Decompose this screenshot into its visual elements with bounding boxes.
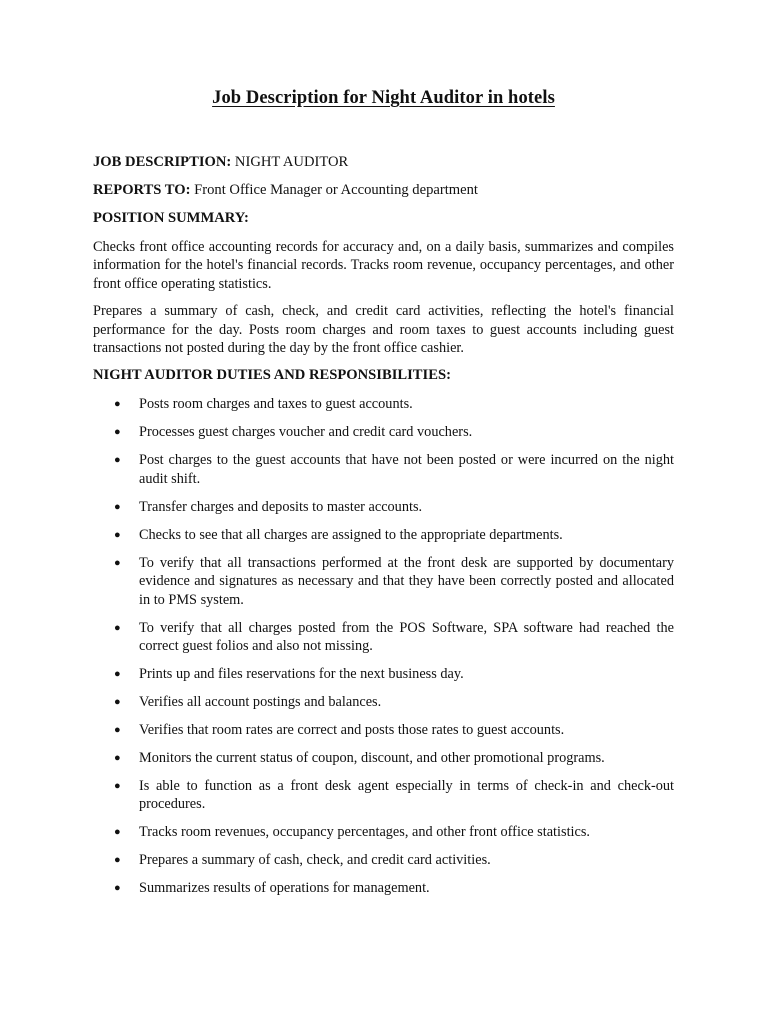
duty-text: To verify that all transactions performed at the front desk are supported by documentary evidence and signatures as necessary and that they have been correctly posted and allocated in to PMS system. — [139, 554, 674, 608]
duty-item — [93, 721, 674, 739]
bullet-icon: ● — [114, 826, 121, 839]
duty-item — [93, 526, 674, 544]
duty-text: Processes guest charges voucher and credit card vouchers. — [139, 424, 473, 441]
document-title: Job Description for Night Auditor in hotels — [212, 88, 555, 108]
bullet-icon: ● — [114, 528, 121, 541]
bullet-icon: ● — [114, 500, 121, 513]
duties-heading: NIGHT AUDITOR DUTIES AND RESPONSIBILITIES: — [93, 367, 451, 384]
duty-text: Summarizes results of operations for management. — [139, 880, 430, 897]
bullet-icon: ● — [114, 668, 121, 681]
duty-text: Posts room charges and taxes to guest accounts. — [139, 396, 413, 413]
duty-item — [93, 823, 674, 841]
duty-item — [93, 693, 674, 711]
duty-item — [93, 619, 674, 656]
duty-item — [93, 554, 674, 609]
bullet-icon: ● — [114, 882, 121, 895]
bullet-icon: ● — [114, 426, 121, 439]
bullet-icon: ● — [114, 398, 121, 411]
duty-text: Prints up and files reservations for the next business day. — [139, 666, 464, 683]
duty-text: To verify that all charges posted from the POS Software, SPA software had reached the correct guest folios and also not missing. — [139, 619, 674, 655]
duty-item — [93, 423, 674, 441]
duty-text: Post charges to the guest accounts that have not been posted or were incurred on the night audit shift. — [139, 452, 674, 487]
job-description-value: NIGHT AUDITOR — [234, 154, 349, 170]
duty-text: Monitors the current status of coupon, discount, and other promotional programs. — [139, 750, 605, 767]
bullet-icon: ● — [114, 724, 121, 737]
reports-to-value: Front Office Manager or Accounting department — [194, 182, 478, 198]
duty-item — [93, 498, 674, 516]
bullet-icon: ● — [114, 854, 121, 867]
duty-item — [93, 879, 674, 897]
position-summary-heading: POSITION SUMMARY: — [93, 210, 249, 226]
duty-item — [93, 851, 674, 869]
duty-item — [93, 395, 674, 413]
duty-text: Is able to function as a front desk agent especially in terms of check-in and check-out procedures. — [139, 778, 674, 813]
duty-text: Checks to see that all charges are assigned to the appropriate departments. — [139, 526, 563, 543]
bullet-icon: ● — [114, 556, 121, 569]
duty-item — [93, 749, 674, 767]
reports-to-label: REPORTS TO: — [93, 182, 191, 198]
duties-list — [93, 395, 674, 897]
duty-item — [93, 451, 674, 488]
job-description-label: JOB DESCRIPTION: — [93, 154, 232, 170]
reports-to-line — [93, 181, 674, 199]
bullet-icon: ● — [114, 752, 121, 765]
summary-paragraph: Prepares a summary of cash, check, and credit card activities, reflecting the hotel's financial performance for the day. Posts room charges and room taxes to guest accounts including guest transactions not posted during the day by the front office cashier. — [93, 303, 674, 357]
bullet-icon: ● — [114, 780, 121, 793]
duty-item — [93, 777, 674, 814]
summary-paragraph: Checks front office accounting records for accuracy and, on a daily basis, summarizes and compiles information for the hotel's financial records. Tracks room revenue, occupancy percentages, and other front office operating statistics. — [93, 239, 674, 292]
duty-text: Verifies all account postings and balances. — [139, 694, 382, 711]
bullet-icon: ● — [114, 696, 121, 709]
duty-text: Verifies that room rates are correct and posts those rates to guest accounts. — [139, 722, 565, 739]
duty-text: Prepares a summary of cash, check, and credit card activities. — [139, 852, 491, 869]
duty-item — [93, 665, 674, 683]
duty-text: Tracks room revenues, occupancy percentages, and other front office statistics. — [139, 824, 590, 841]
bullet-icon: ● — [114, 454, 121, 467]
job-description-line — [93, 153, 674, 171]
duty-text: Transfer charges and deposits to master accounts. — [139, 498, 423, 515]
bullet-icon: ● — [114, 621, 121, 634]
